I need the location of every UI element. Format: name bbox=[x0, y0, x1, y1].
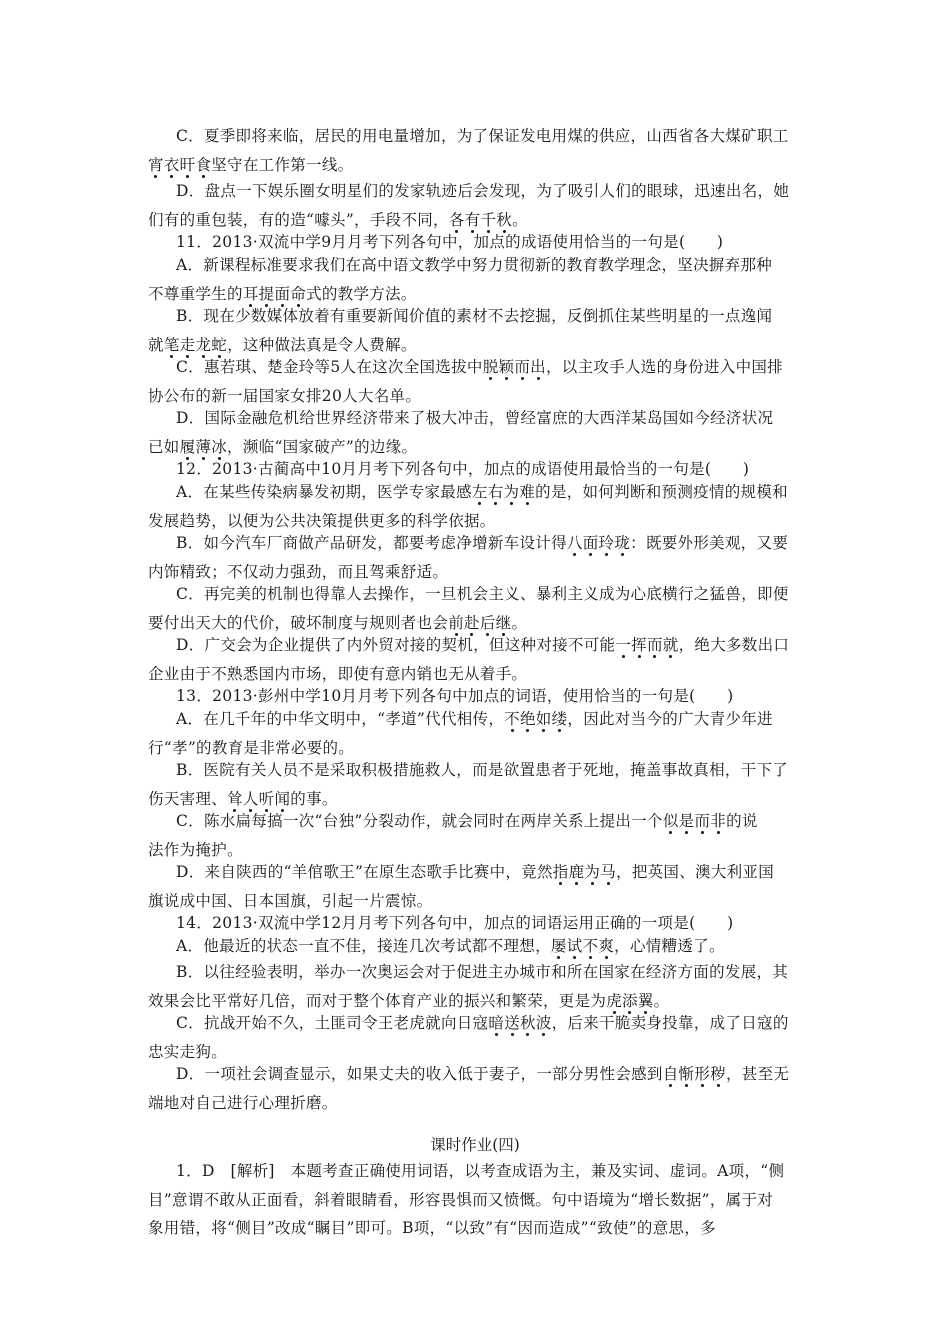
emphasis-char: 宵 bbox=[148, 155, 164, 174]
emphasis-char: 人 bbox=[242, 789, 259, 808]
dotted-idiom bbox=[488, 1014, 551, 1032]
text-line: ，这种做法真是令人费解。 bbox=[227, 335, 417, 354]
dotted-idiom bbox=[663, 812, 726, 830]
emphasis-char: 各 bbox=[448, 210, 465, 229]
question-12-option-a bbox=[148, 478, 808, 535]
section-title: 课时作业(四) bbox=[430, 1136, 520, 1154]
answer-1-explanation bbox=[148, 1157, 808, 1243]
emphasis-char: 秽 bbox=[710, 1065, 726, 1083]
text-line: 目”意谓不敢从正面看，斜着眼睛看，形容畏惧而又愤慨。句中语境为“增长数据”，属于对 bbox=[148, 1190, 774, 1209]
emphasis-char: 而 bbox=[514, 358, 531, 376]
text-line: 坚守在工作第一线。 bbox=[211, 155, 354, 174]
text-line: D．国际金融危机给世界经济带来了极大冲击，曾经富庶的大西洋某岛国如今经济状况 bbox=[176, 409, 774, 427]
emphasis-char: 为 bbox=[503, 483, 520, 501]
emphasis-char: 为 bbox=[584, 863, 601, 881]
question-14-stem: 14．2013·双流中学12月月考下列各句中，加点的词语运用正确的一项是( ) bbox=[176, 914, 734, 932]
emphasis-char: 不 bbox=[504, 710, 520, 728]
text-line: ，甚至无 bbox=[725, 1065, 790, 1083]
emphasis-char: 翼 bbox=[637, 991, 654, 1010]
question-11-option-c bbox=[148, 353, 808, 410]
text-line: 已如 bbox=[148, 437, 180, 456]
text-line: 协公布的新一届国家女排20人大名单。 bbox=[148, 386, 422, 405]
text-line: 。 bbox=[653, 991, 670, 1010]
emphasis-char: 听 bbox=[258, 789, 275, 808]
emphasis-char: 继 bbox=[495, 613, 512, 632]
emphasis-char: 笔 bbox=[163, 335, 180, 354]
text-line: ，后来干脆卖身投靠，成了日寇的 bbox=[551, 1014, 789, 1032]
emphasis-char: 衣 bbox=[163, 155, 180, 174]
emphasis-char: 添 bbox=[622, 991, 638, 1010]
emphasis-char: 耸 bbox=[227, 789, 243, 808]
emphasis-char: 一 bbox=[615, 636, 632, 654]
text-line: 发展趋势，以便为公共决策提供更多的科学依据。 bbox=[148, 511, 496, 530]
question-13-option-c bbox=[148, 807, 808, 864]
text-line: A．他最近的状态一直不佳，接连几次考试都不理想， bbox=[176, 937, 551, 955]
dotted-idiom bbox=[606, 992, 653, 1010]
text-line: C．惠若琪、楚金玲等5人在这次全国选拔中 bbox=[176, 358, 483, 376]
question-14-option-b bbox=[148, 958, 808, 1015]
dotted-idiom bbox=[164, 336, 227, 354]
question-14-option-c bbox=[148, 1009, 808, 1066]
emphasis-char: 颖 bbox=[498, 358, 515, 376]
text-line: C．夏季即将来临，居民的用电量增加，为了保证发电用煤的供应，山西省各大煤矿职工 bbox=[176, 127, 789, 145]
text-line: 的事。 bbox=[290, 789, 338, 808]
text-line: 效果会比平常好几倍，而对于整个体育产业的振兴和繁荣，更是为 bbox=[148, 991, 607, 1010]
emphasis-char: 波 bbox=[535, 1014, 552, 1032]
emphasis-char: 是 bbox=[678, 812, 695, 830]
emphasis-char: 薄 bbox=[195, 437, 212, 456]
dotted-idiom bbox=[180, 438, 227, 456]
emphasis-char: 面 bbox=[274, 284, 291, 303]
text-line: A．在某些传染病暴发初期，医学专家最感 bbox=[176, 483, 472, 501]
text-line: D．盘点一下娱乐圈女明星们的发家轨迹后会发现，为了吸引人们的眼球，迅速出名，她 bbox=[176, 182, 790, 200]
emphasis-char: 鹿 bbox=[568, 863, 585, 881]
emphasis-char: 暗 bbox=[488, 1014, 505, 1032]
dotted-idiom bbox=[615, 636, 678, 654]
text-line: D．来自陕西的“羊倌歌王”在原生态歌手比赛中，竟然 bbox=[176, 863, 553, 881]
emphasis-char: 秋 bbox=[520, 1014, 536, 1032]
emphasis-char: 惭 bbox=[678, 1065, 695, 1083]
emphasis-char: 似 bbox=[662, 812, 679, 830]
text-line: C．陈水扁每搞一次“台独”分裂动作，就会同时在两岸关系上提出一个 bbox=[176, 812, 663, 830]
text-line: 象用错，将“侧目”改成“瞩目”即可。B项，“以致”有“因而造成”“致使”的意思，多 bbox=[148, 1219, 716, 1237]
text-line: 式的教学方法。 bbox=[306, 284, 417, 303]
dotted-idiom bbox=[553, 863, 616, 881]
emphasis-char: 八 bbox=[566, 534, 583, 552]
emphasis-char: 走 bbox=[179, 335, 196, 354]
emphasis-char: 试 bbox=[566, 937, 583, 955]
text-line: 。 bbox=[511, 613, 528, 632]
dotted-idiom bbox=[551, 937, 614, 955]
text-line: B．如今汽车厂商做产品研发，都要考虑净增新车设计得 bbox=[176, 534, 567, 552]
emphasis-char: 赴 bbox=[464, 613, 480, 632]
text-line: C．再完美的机制也得靠人去操作，一旦机会主义、暴利主义成为心底横行之猛兽，即便 bbox=[176, 585, 789, 603]
emphasis-char: 面 bbox=[582, 534, 599, 552]
emphasis-char: 玲 bbox=[598, 534, 615, 552]
emphasis-char: 前 bbox=[448, 613, 465, 632]
text-line: ，以主攻手人选的身份进入中国排 bbox=[545, 358, 783, 376]
text-line: 旗说成中国、日本国旗，引起一片震惊。 bbox=[148, 891, 433, 910]
text-line: ，濒临“国家破产”的边缘。 bbox=[227, 437, 418, 456]
dotted-idiom bbox=[448, 614, 511, 632]
question-12-option-c bbox=[148, 580, 808, 637]
text-line: ，绝大多数出口 bbox=[678, 636, 790, 654]
emphasis-char: 指 bbox=[552, 863, 569, 881]
question-11-option-a bbox=[148, 251, 808, 308]
text-line: ：既要外形美观，又要 bbox=[630, 534, 789, 552]
emphasis-char: 后 bbox=[479, 613, 496, 632]
text-line: 企业由于不熟悉国内市场，即使有意内销也无从着手。 bbox=[148, 664, 528, 683]
text-line: ，心情糟透了。 bbox=[614, 937, 725, 955]
emphasis-char: 缕 bbox=[551, 710, 568, 728]
emphasis-char: 闻 bbox=[274, 789, 291, 808]
emphasis-char: 虎 bbox=[606, 991, 623, 1010]
dotted-idiom bbox=[148, 156, 211, 174]
emphasis-char: 屡 bbox=[550, 937, 567, 955]
emphasis-char: 千 bbox=[480, 210, 497, 229]
text-line: C．抗战开始不久，土匪司令王老虎就向日寇 bbox=[176, 1014, 489, 1032]
text-line: 就 bbox=[148, 335, 164, 354]
question-13-option-d bbox=[148, 858, 808, 915]
text-line: A．新课程标准要求我们在高中语文教学中努力贯彻新的教育教学理念，坚决摒弃那种 bbox=[176, 256, 773, 274]
text-line: B．医院有关人员不是采取积极措施救人，而是欲置患者于死地，掩盖事故真相，干下了 bbox=[176, 761, 789, 779]
question-10-option-d bbox=[148, 177, 808, 234]
emphasis-char: 左 bbox=[471, 483, 488, 501]
emphasis-char: 耳 bbox=[242, 284, 259, 303]
text-line: 的说 bbox=[726, 812, 758, 830]
question-13-option-b bbox=[148, 756, 808, 813]
emphasis-char: 提 bbox=[258, 284, 275, 303]
dotted-idiom bbox=[504, 710, 567, 728]
question-11-stem: 11．2013·双流中学9月月考下列各句中，加点的成语使用恰当的一句是( ) bbox=[176, 233, 724, 251]
question-12-option-d bbox=[148, 631, 808, 688]
emphasis-char: 秋 bbox=[496, 210, 513, 229]
text-line: ，把英国、澳大利亚国 bbox=[616, 863, 775, 881]
dotted-idiom bbox=[449, 211, 512, 229]
emphasis-char: 命 bbox=[290, 284, 307, 303]
question-11-option-b bbox=[148, 302, 808, 359]
emphasis-char: 非 bbox=[710, 812, 727, 830]
dotted-idiom bbox=[243, 285, 306, 303]
emphasis-char: 有 bbox=[464, 210, 481, 229]
text-line: 内饰精致；不仅动力强劲，而且驾乘舒适。 bbox=[148, 562, 449, 581]
question-12-option-b bbox=[148, 529, 808, 586]
text-line: 忠实走狗。 bbox=[148, 1042, 228, 1061]
emphasis-char: 冰 bbox=[211, 437, 228, 456]
text-line: D．一项社会调查显示，如果丈夫的收入低于妻子，一部分男性会感到 bbox=[176, 1065, 663, 1083]
text-line: 们有的重包装，有的造“噱头”，手段不同， bbox=[148, 210, 449, 229]
text-line: B．现在少数媒体放着有重要新闻价值的素材不去挖掘，反倒抓住某些明星的一点逸闻 bbox=[176, 307, 773, 325]
dotted-idiom bbox=[483, 358, 546, 376]
dotted-idiom bbox=[663, 1065, 726, 1083]
emphasis-char: 右 bbox=[487, 483, 504, 501]
emphasis-char: 而 bbox=[694, 812, 711, 830]
text-line: 端地对自己进行心理折磨。 bbox=[148, 1093, 338, 1112]
text-line: A．在几千年的中华文明中，“孝道”代代相传， bbox=[176, 710, 505, 728]
text-line: D．广交会为企业提供了内外贸对接的契机，但这种对接不可能 bbox=[176, 636, 616, 654]
emphasis-char: 如 bbox=[535, 710, 552, 728]
emphasis-char: 不 bbox=[582, 937, 599, 955]
question-14-option-a bbox=[148, 932, 808, 961]
emphasis-char: 旰 bbox=[179, 155, 196, 174]
text-line: 行“孝”的教育是非常必要的。 bbox=[148, 738, 355, 757]
question-11-option-d bbox=[148, 404, 808, 461]
emphasis-char: 龙 bbox=[195, 335, 212, 354]
text-line: ，因此对当今的广大青少年进 bbox=[567, 710, 773, 728]
dotted-idiom bbox=[227, 790, 290, 808]
text-line: 不尊重学生的 bbox=[148, 284, 243, 303]
question-13-option-a bbox=[148, 705, 808, 762]
question-12-stem: 12．2013·古蔺高中10月月考下列各句中，加点的成语使用最恰当的一句是( ) bbox=[176, 460, 750, 478]
emphasis-char: 蛇 bbox=[211, 335, 228, 354]
question-13-stem: 13．2013·彭州中学10月月考下列各句中加点的词语，使用恰当的一句是( ) bbox=[176, 687, 734, 705]
emphasis-char: 挥 bbox=[631, 636, 647, 654]
emphasis-char: 送 bbox=[504, 1014, 520, 1032]
question-10-option-c bbox=[148, 122, 808, 179]
emphasis-char: 而 bbox=[646, 636, 663, 654]
text-line: 的是，如何判断和预测疫情的规模和 bbox=[535, 483, 788, 501]
text-line: 法作为掩护。 bbox=[148, 840, 243, 859]
emphasis-char: 绝 bbox=[519, 710, 536, 728]
dotted-idiom bbox=[567, 534, 630, 552]
emphasis-char: 脱 bbox=[482, 358, 499, 376]
text-line: 1．D [解析] 本题考查正确使用词语，以考查成语为主，兼及实词、虚词。A项，“侧 bbox=[176, 1162, 785, 1180]
text-line: 要付出天大的代价，破坏制度与规则者也会 bbox=[148, 613, 449, 632]
emphasis-char: 爽 bbox=[598, 937, 615, 955]
emphasis-char: 形 bbox=[694, 1065, 711, 1083]
question-14-option-d bbox=[148, 1060, 808, 1117]
emphasis-char: 珑 bbox=[614, 534, 631, 552]
dotted-idiom bbox=[472, 483, 535, 501]
emphasis-char: 就 bbox=[662, 636, 679, 654]
emphasis-char: 履 bbox=[179, 437, 196, 456]
text-line: 伤天害理、 bbox=[148, 789, 228, 808]
text-line: 。 bbox=[512, 210, 528, 229]
emphasis-char: 自 bbox=[662, 1065, 679, 1083]
emphasis-char: 出 bbox=[530, 358, 546, 376]
emphasis-char: 食 bbox=[195, 155, 212, 174]
text-line: B．以往经验表明，举办一次奥运会对于促进主办城市和所在国家在经济方面的发展，其 bbox=[176, 963, 789, 981]
emphasis-char: 难 bbox=[519, 483, 536, 501]
emphasis-char: 马 bbox=[600, 863, 617, 881]
